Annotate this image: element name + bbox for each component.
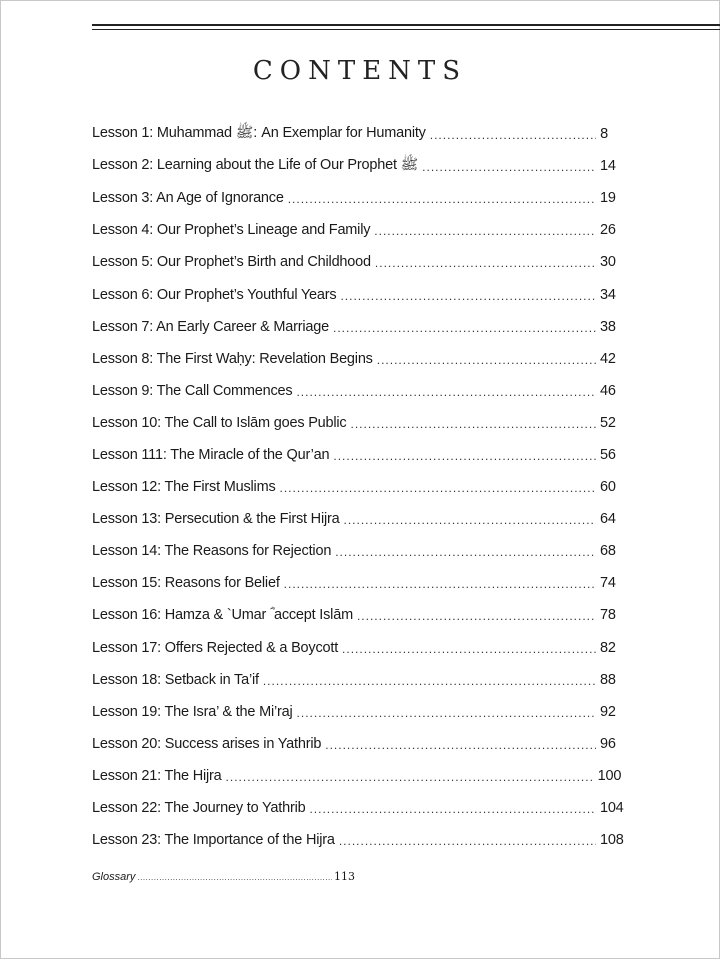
glossary-label: Glossary <box>92 870 136 883</box>
toc-entry-label: Lesson 22: The Journey to Yathrib <box>92 800 306 817</box>
toc-entry[interactable] <box>92 343 616 375</box>
dot-leader <box>375 256 596 270</box>
toc-entry-page-number: 104 <box>599 800 624 817</box>
toc-entry[interactable] <box>92 503 616 535</box>
toc-entry-label: Lesson 111: The Miracle of the Qur’an <box>92 446 330 463</box>
toc-entry[interactable] <box>92 792 624 824</box>
dot-leader <box>297 706 596 720</box>
dot-leader <box>430 128 596 142</box>
toc-entry-label: Lesson 14: The Reasons for Rejection <box>92 543 332 560</box>
dot-leader <box>340 289 596 303</box>
page-title: CONTENTS <box>252 56 468 86</box>
toc-entry-label: Lesson 23: The Importance of the Hijra <box>92 832 335 849</box>
toc-entry-page-number: 64 <box>600 511 616 528</box>
top-rule <box>92 24 720 30</box>
toc-entry[interactable] <box>92 246 616 278</box>
toc-entry[interactable] <box>92 118 608 150</box>
dot-leader <box>339 834 596 848</box>
toc-entry-page-number: 100 <box>597 767 622 784</box>
glossary-page-number: 113 <box>334 870 355 883</box>
toc-entry-page-number: 74 <box>600 575 616 592</box>
toc-entry[interactable] <box>92 760 622 792</box>
toc-entry[interactable] <box>92 824 624 856</box>
toc-entry-page-number: 8 <box>600 126 608 143</box>
toc-entry[interactable] <box>92 567 616 599</box>
toc-entry-label: Lesson 8: The First Waḥy: Revelation Begins <box>92 350 373 367</box>
dot-leader <box>351 417 597 431</box>
toc-entry-glossary[interactable] <box>92 870 355 883</box>
toc-entry-label: Lesson 12: The First Muslims <box>92 479 276 496</box>
toc-entry[interactable] <box>92 664 616 696</box>
toc-entry-page-number: 19 <box>600 190 616 207</box>
dot-leader <box>280 481 596 495</box>
toc-entry-label: Lesson 15: Reasons for Belief <box>92 575 280 592</box>
dot-leader <box>226 770 594 784</box>
dot-leader <box>335 545 596 559</box>
toc-entry-label: Lesson 19: The Isra’ & the Mi’raj <box>92 703 293 720</box>
dot-leader <box>137 873 332 882</box>
dot-leader <box>284 577 596 591</box>
toc-entry[interactable] <box>92 439 616 471</box>
toc-entry-page-number: 42 <box>600 350 616 367</box>
toc-entry-label: Lesson 20: Success arises in Yathrib <box>92 735 322 752</box>
toc-entry-page-number: 34 <box>600 286 616 303</box>
toc-entry-label: Lesson 7: An Early Career & Marriage <box>92 318 329 335</box>
toc-entry[interactable] <box>92 311 616 343</box>
toc-entry-label: Lesson 17: Offers Rejected & a Boycott <box>92 639 339 656</box>
dot-leader <box>422 160 596 174</box>
toc-entry-label: Lesson 13: Persecution & the First Hijra <box>92 511 340 528</box>
toc-entry-page-number: 38 <box>600 318 616 335</box>
toc-entry-label: Lesson 1: Muhammad ﷺ: An Exemplar for Humanity <box>92 124 426 141</box>
dot-leader <box>343 513 596 527</box>
toc-entry-label: Lesson 10: The Call to Islām goes Public <box>92 414 347 431</box>
toc-entry-label: Lesson 3: An Age of Ignorance <box>92 190 284 207</box>
toc-entry-page-number: 108 <box>600 832 624 849</box>
toc-entry[interactable] <box>92 696 616 728</box>
toc-entry-page-number: 30 <box>600 254 616 271</box>
dot-leader <box>333 449 596 463</box>
dot-leader <box>309 802 595 816</box>
dot-leader <box>342 642 596 656</box>
dot-leader <box>377 353 596 367</box>
toc-entry-page-number: 82 <box>600 639 616 656</box>
dot-leader <box>296 385 596 399</box>
toc-entry[interactable] <box>92 182 616 214</box>
toc-entry[interactable] <box>92 375 616 407</box>
toc-entry[interactable] <box>92 728 616 760</box>
toc-entry-label: Lesson 21: The Hijra <box>92 767 222 784</box>
toc-entry[interactable] <box>92 632 616 664</box>
toc-entry-page-number: 96 <box>600 735 616 752</box>
toc-entry-label: Lesson 5: Our Prophet’s Birth and Childhood <box>92 254 371 271</box>
toc-entry-label: Lesson 6: Our Prophet’s Youthful Years <box>92 286 337 303</box>
toc-entry-page-number: 26 <box>600 222 616 239</box>
toc-entry[interactable] <box>92 599 616 631</box>
toc-entry-page-number: 78 <box>600 607 616 624</box>
toc-entry-page-number: 56 <box>600 446 616 463</box>
toc-entry[interactable] <box>92 214 616 246</box>
dot-leader <box>288 192 596 206</box>
toc-entry-page-number: 60 <box>600 479 616 496</box>
dot-leader <box>374 224 596 238</box>
toc-entry-label: Lesson 18: Setback in Ta’if <box>92 671 259 688</box>
toc-entry-label: Lesson 4: Our Prophet’s Lineage and Family <box>92 222 371 239</box>
toc-entry-label: Lesson 16: Hamza & `Umar ؓ accept Islām <box>92 607 353 624</box>
toc-entry[interactable] <box>92 278 616 310</box>
toc-entry[interactable] <box>92 150 616 182</box>
dot-leader <box>333 321 596 335</box>
toc-entry[interactable] <box>92 535 616 567</box>
toc-entry-page-number: 52 <box>600 414 616 431</box>
toc-entry-page-number: 68 <box>600 543 616 560</box>
toc-entry-page-number: 46 <box>600 382 616 399</box>
toc-entry[interactable] <box>92 407 616 439</box>
table-of-contents <box>92 118 624 856</box>
toc-entry-page-number: 88 <box>600 671 616 688</box>
toc-entry[interactable] <box>92 471 616 503</box>
toc-entry-label: Lesson 9: The Call Commences <box>92 382 293 399</box>
toc-entry-label: Lesson 2: Learning about the Life of Our Prophet ﷺ <box>92 156 419 173</box>
dot-leader <box>325 738 596 752</box>
toc-entry-page-number: 92 <box>600 703 616 720</box>
dot-leader <box>357 609 596 623</box>
toc-entry-page-number: 14 <box>600 158 616 175</box>
dot-leader <box>263 674 596 688</box>
